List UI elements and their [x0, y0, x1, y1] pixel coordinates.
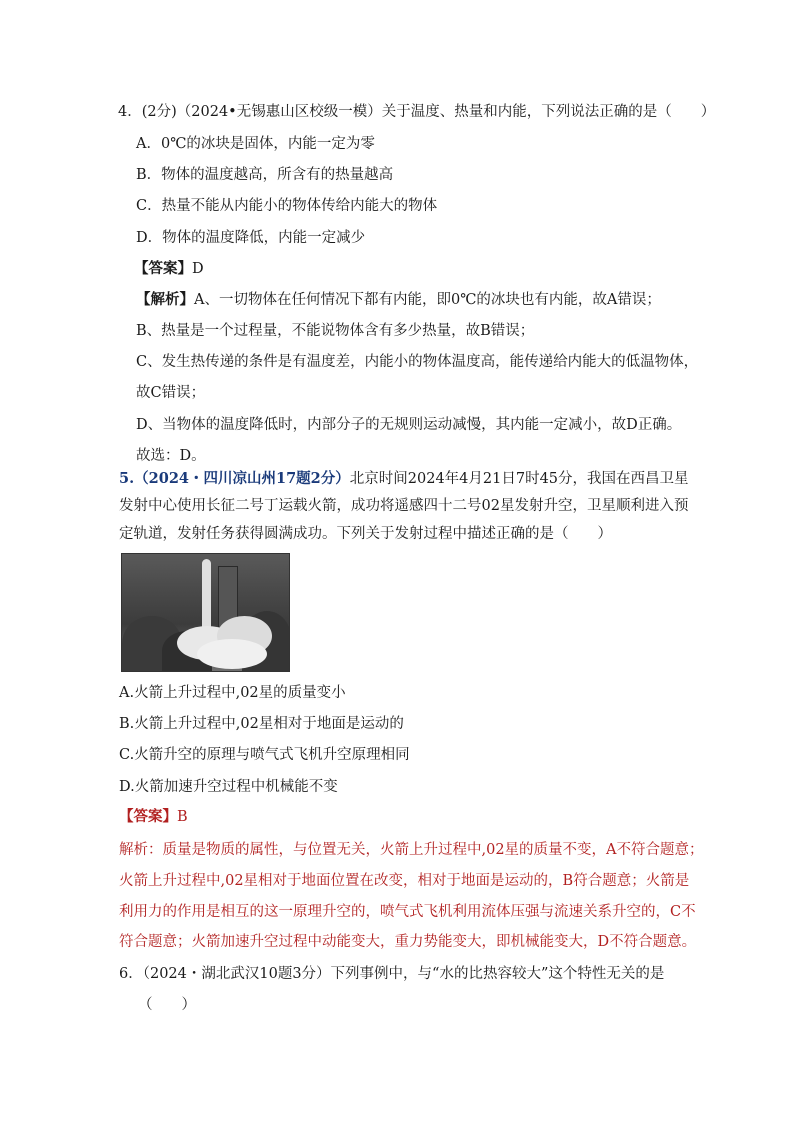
q5-answer-label: 【答案】	[119, 808, 177, 825]
q6-bracket: （ ）	[138, 997, 196, 1013]
q4-answer	[134, 259, 204, 279]
q4-analysis-line-2: B、热量是一个过程量，不能说物体含有多少热量，故B错误；	[136, 323, 535, 339]
q5-analysis-line-3: 利用力的作用是相互的这一原理升空的，喷气式飞机利用流体压强与流速关系升空的，C不	[119, 904, 696, 920]
q4-analysis-line-1	[136, 290, 661, 310]
q4-analysis-text-1: A、一切物体在任何情况下都有内能，即0℃的冰块也有内能，故A错误；	[194, 292, 661, 308]
q4-analysis-line-3: C、发生热传递的条件是有温度差，内能小的物体温度高，能传递给内能大的低温物体，	[136, 354, 699, 370]
q5-option-b: B.火箭上升过程中,02星相对于地面是运动的	[119, 716, 404, 732]
q4-analysis-line-4: 故C错误；	[136, 385, 206, 401]
q4-analysis-label: 【解析】	[136, 291, 194, 308]
q5-stem-text-1: 北京时间2024年4月21日7时45分，我国在西昌卫星	[349, 471, 689, 487]
q5-option-d: D.火箭加速升空过程中机械能不变	[119, 779, 338, 795]
q5-option-a: A.火箭上升过程中,02星的质量变小	[119, 685, 346, 701]
q4-option-b: B．物体的温度越高，所含有的热量越高	[136, 167, 394, 183]
q5-option-c: C.火箭升空的原理与喷气式飞机升空原理相同	[119, 747, 410, 763]
q5-stem-line-1	[119, 469, 689, 489]
q4-answer-label: 【答案】	[134, 260, 192, 277]
q4-answer-value: D	[192, 261, 204, 277]
q4-stem: 4．(2分)（2024•无锡惠山区校级一模）关于温度、热量和内能，下列说法正确的是（ ）	[118, 104, 716, 120]
q4-analysis-line-6: 故选：D。	[136, 448, 206, 464]
q5-analysis-line-2: 火箭上升过程中,02星相对于地面位置在改变，相对于地面是运动的，B符合题意；火箭是	[119, 873, 690, 889]
rocket-launch-photo	[121, 553, 290, 672]
q4-option-d: D．物体的温度降低，内能一定减少	[136, 230, 366, 246]
q4-analysis-line-5: D、当物体的温度降低时，内部分子的无规则运动减慢，其内能一定减小，故D正确。	[136, 417, 682, 433]
q5-analysis-line-1: 解析：质量是物质的属性，与位置无关，火箭上升过程中,02星的质量不变，A不符合题意；	[119, 842, 704, 858]
q5-analysis-line-4: 符合题意；火箭加速升空过程中动能变大，重力势能变大，即机械能变大，D不符合题意。	[119, 934, 697, 950]
q6-stem: 6．（2024・湖北武汉10题3分）下列事例中，与“水的比热容较大”这个特性无关的是	[119, 966, 665, 982]
q5-stem-line-2: 发射中心使用长征二号丁运载火箭，成功将遥感四十二号02星发射升空，卫星顺利进入预	[119, 498, 689, 514]
q4-option-a: A．0℃的冰块是固体，内能一定为零	[136, 136, 375, 152]
q5-stem-line-3: 定轨道，发射任务获得圆满成功。下列关于发射过程中描述正确的是（ ）	[119, 526, 612, 542]
q5-answer-value: B	[177, 809, 188, 825]
q5-answer	[119, 807, 188, 827]
q4-option-c: C．热量不能从内能小的物体传给内能大的物体	[136, 198, 438, 214]
q5-source: 5.（2024・四川凉山州17题2分）	[119, 470, 350, 487]
